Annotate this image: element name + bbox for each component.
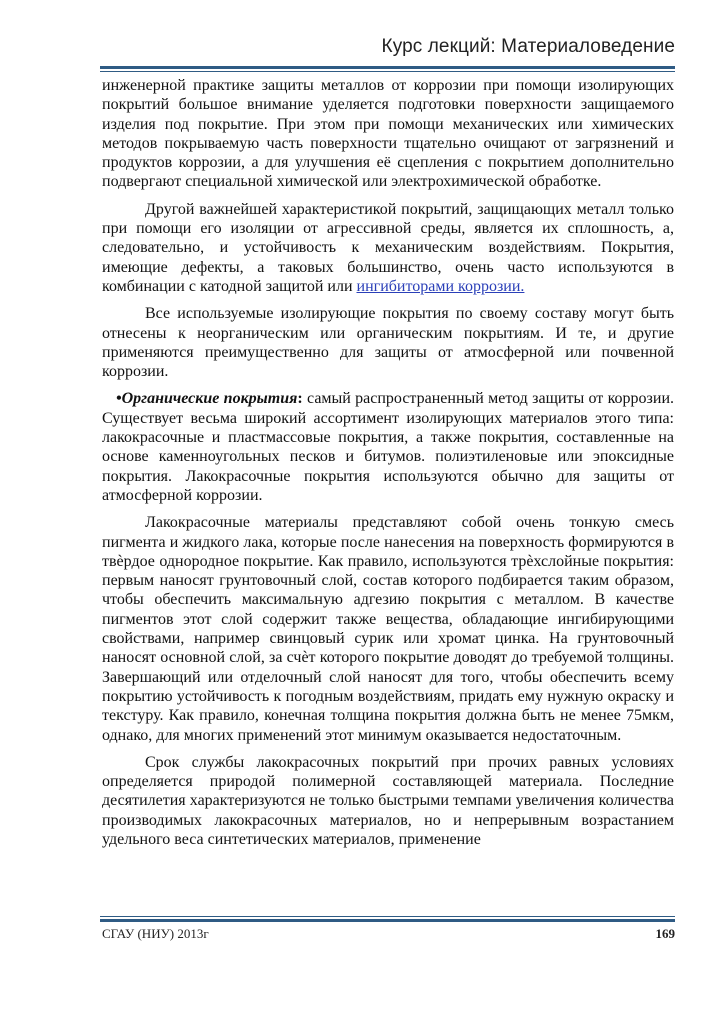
paragraph-4-text: самый распространенный метод защиты от коррозии. Существует весьма широкий ассортимент изолирующих материалов этого типа: лакокрасочные и пластмассовые покрытия, а также покрытия, составленные на основе каменноугольных песков и битумов. полиэтиленовые или эпоксидные покрытия. Лакокрасочные покрытия используются обычно для защиты от атмосферной коррозии. xyxy=(102,390,675,504)
paragraph-3: Все используемые изолирующие покрытия по своему составу могут быть отнесены к неорганическим или органическим покрытиям. И те, и другие применяются преимущественно для защиты от атмосферной или почвенной коррозии. xyxy=(102,305,674,381)
bullet-term-organic-coatings: Органические покрытия xyxy=(121,390,298,408)
paragraph-2 xyxy=(102,200,674,296)
footer-institution-year: СГАУ (НИУ) 2013г xyxy=(102,926,209,941)
footer-divider-thin xyxy=(100,916,675,917)
footer-divider-thick xyxy=(100,919,675,922)
paragraph-4-bullet xyxy=(102,389,674,505)
header-divider-thick xyxy=(100,66,675,69)
paragraph-1: инженерной практике защиты металлов от коррозии при помощи изолирующих покрытий большое внимание уделяется подготовки поверхности защищаемого изделия под покрытие. При этом при помощи механических или химических методов покрываемую часть поверхности тщательно очищают от загрязнений и продуктов коррозии, а для улучшения её сцепления с покрытием дополнительно подвергают специальной химической или электрохимической обработке. xyxy=(102,77,674,191)
paragraph-6: Срок службы лакокрасочных покрытий при прочих равных условиях определяется природой полимерной составляющей материала. Последние десятилетия характеризуются не только быстрыми темпами увеличения количества производимых лакокрасочных материалов, но и непрерывным возрастанием удельного веса синтетических материалов, применение xyxy=(102,753,674,848)
link-corrosion-inhibitors[interactable]: ингибиторами коррозии. xyxy=(356,277,525,295)
header-divider-thin xyxy=(100,71,675,72)
page-number: 169 xyxy=(655,926,675,941)
bullet-marker: • xyxy=(116,390,122,408)
paragraph-2-text: Другой важнейшей характеристикой покрытий, защищающих металл только при помощи его изоляции от агрессивной среды, является их сплошность, а, следовательно, и устойчивость к механическим воздействиям. Покрытия, имеющие дефекты, а таковых большинство, очень часто используются в комбинации с катодной защитой или xyxy=(102,200,674,295)
bullet-term-colon: : xyxy=(297,390,303,408)
page-header-title: Курс лекций: Материаловедение xyxy=(381,36,675,57)
page-body xyxy=(102,76,674,849)
paragraph-5: Лакокрасочные материалы представляют собой очень тонкую смесь пигмента и жидкого лака, которые после нанесения на поверхность формируются в твѐрдое однородное покрытие. Как правило, используются трѐхслойные покрытия: первым наносят грунтовочный слой, состав которого подбирается таким образом, чтобы обеспечить максимальную адгезию покрытия с металлом. В качестве пигментов этот слой содержит также вещества, обладающие ингибирующими свойствами, например свинцовый сурик или хромат цинка. На грунтовочный наносят основной слой, за счѐт которого покрытие доводят до требуемой толщины. Завершающий или отделочный слой наносят для того, чтобы обеспечить всему покрытию устойчивость к погодным воздействиям, придать ему нужную окраску и текстуру. Как правило, конечная толщина покрытия должна быть не менее 75мкм, однако, для многих применений этот минимум оказывается недостаточным. xyxy=(102,514,674,744)
